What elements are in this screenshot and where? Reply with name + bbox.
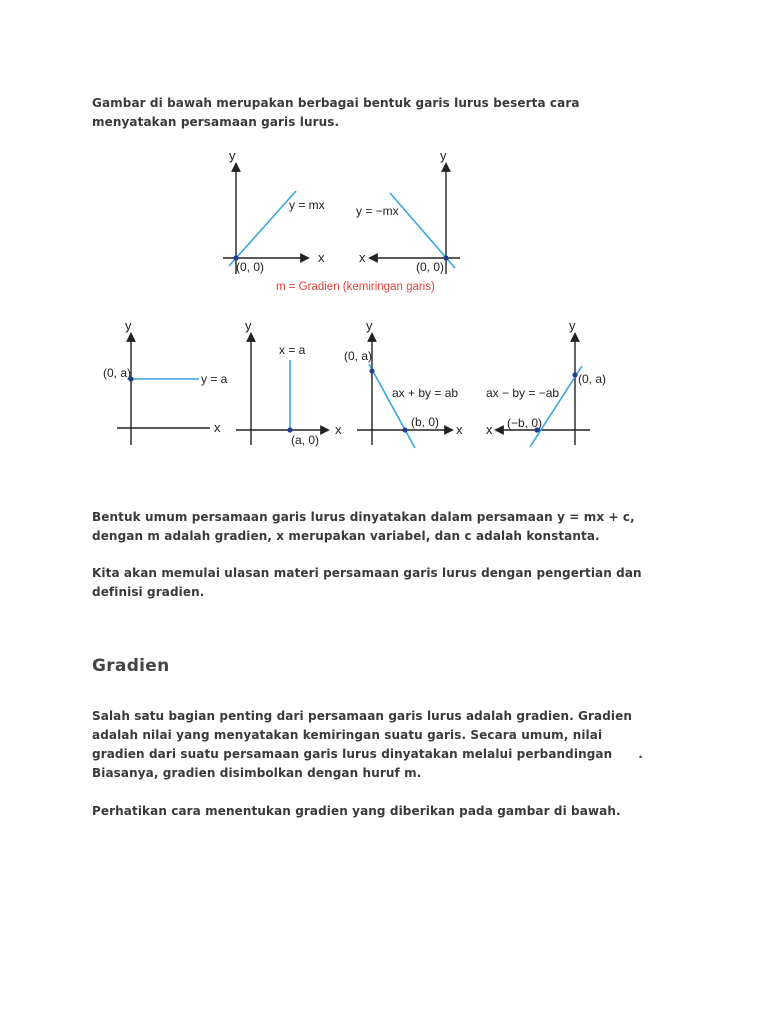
- graph3-x-label: x: [214, 420, 221, 435]
- graph1-line: [229, 191, 296, 266]
- graph6-equation: ax − by = −ab: [486, 386, 560, 400]
- graph2-origin-label: (0, 0): [416, 260, 445, 274]
- gradient-line-2: adalah nilai yang menyatakan kemiringan suatu garis. Secara umum, nilai: [92, 728, 603, 742]
- start-paragraph: [92, 564, 692, 602]
- graph6-point-y-label: (0, a): [578, 372, 607, 386]
- graph1-origin-label: (0, 0): [236, 260, 265, 274]
- graph3-point-label: (0, a): [103, 366, 132, 380]
- graph-ax-minus-by: [486, 318, 606, 447]
- graph4-point-label: (a, 0): [291, 433, 320, 447]
- graph6-y-label: y: [569, 318, 576, 333]
- graph3-y-label: y: [125, 318, 132, 333]
- graph2-origin-dot: [443, 255, 448, 260]
- graph-x-equals-a: [236, 318, 342, 447]
- graph5-x-intercept-dot: [402, 427, 407, 432]
- graph6-y-intercept-dot: [572, 372, 577, 377]
- graph5-x-label: x: [456, 422, 463, 437]
- graph4-point-dot: [287, 427, 292, 432]
- start-line-1: Kita akan memulai ulasan materi persamaan garis lurus dengan pengertian dan: [92, 566, 642, 580]
- graph5-y-intercept-dot: [369, 368, 374, 373]
- graph6-line: [530, 366, 582, 447]
- graph6-x-label: x: [486, 422, 493, 437]
- graph1-x-label: x: [318, 250, 325, 265]
- intro-line-1: Gambar di bawah merupakan berbagai bentuk garis lurus beserta cara: [92, 96, 580, 110]
- gradient-line-3: gradien dari suatu persamaan garis lurus dinyatakan melalui perbandingan: [92, 747, 613, 761]
- instruction-line: Perhatikan cara menentukan gradien yang diberikan pada gambar di bawah.: [92, 804, 621, 818]
- gradient-line-4: Biasanya, gradien disimbolkan dengan huruf m.: [92, 766, 422, 780]
- graph1-equation: y = mx: [289, 198, 325, 212]
- graph1-y-label: y: [229, 148, 236, 163]
- graph4-x-label: x: [335, 422, 342, 437]
- instruction-paragraph: [92, 802, 692, 821]
- gradient-line-1: Salah satu bagian penting dari persamaan garis lurus adalah gradien. Gradien: [92, 709, 632, 723]
- graph4-equation: x = a: [279, 343, 306, 357]
- graph3-equation: y = a: [201, 372, 228, 386]
- intro-line-2: menyatakan persamaan garis lurus.: [92, 115, 340, 129]
- graph-y-equals-minus-mx: [356, 148, 460, 274]
- graph5-point-x-label: (b, 0): [411, 415, 440, 429]
- graph6-point-x-label: (−b, 0): [507, 416, 543, 430]
- graph-y-equals-a: [103, 318, 228, 445]
- graph5-equation: ax + by = ab: [392, 386, 459, 400]
- graph-ax-plus-by: [344, 318, 463, 448]
- graph-y-equals-mx: [223, 148, 325, 274]
- graph5-point-y-label: (0, a): [344, 349, 373, 363]
- general-line-2: dengan m adalah gradien, x merupakan variabel, dan c adalah konstanta.: [92, 529, 600, 543]
- general-line-1: Bentuk umum persamaan garis lurus dinyatakan dalam persamaan y = mx + c,: [92, 510, 635, 524]
- graph5-y-label: y: [366, 318, 373, 333]
- graph2-y-label: y: [440, 148, 447, 163]
- start-line-2: definisi gradien.: [92, 585, 205, 599]
- graph2-x-label: x: [359, 250, 366, 265]
- section-title-gradien: Gradien: [92, 656, 170, 676]
- graph4-y-label: y: [245, 318, 252, 333]
- graph2-equation: y = −mx: [356, 204, 399, 218]
- general-form-paragraph: [92, 508, 692, 546]
- intro-paragraph: [92, 94, 692, 132]
- gradient-caption: m = Gradien (kemiringan garis): [276, 281, 435, 293]
- gradient-line-3-end: .: [638, 747, 643, 761]
- line-equation-figure: [0, 140, 768, 450]
- gradient-paragraph: [92, 707, 692, 783]
- graph5-line: [369, 364, 415, 448]
